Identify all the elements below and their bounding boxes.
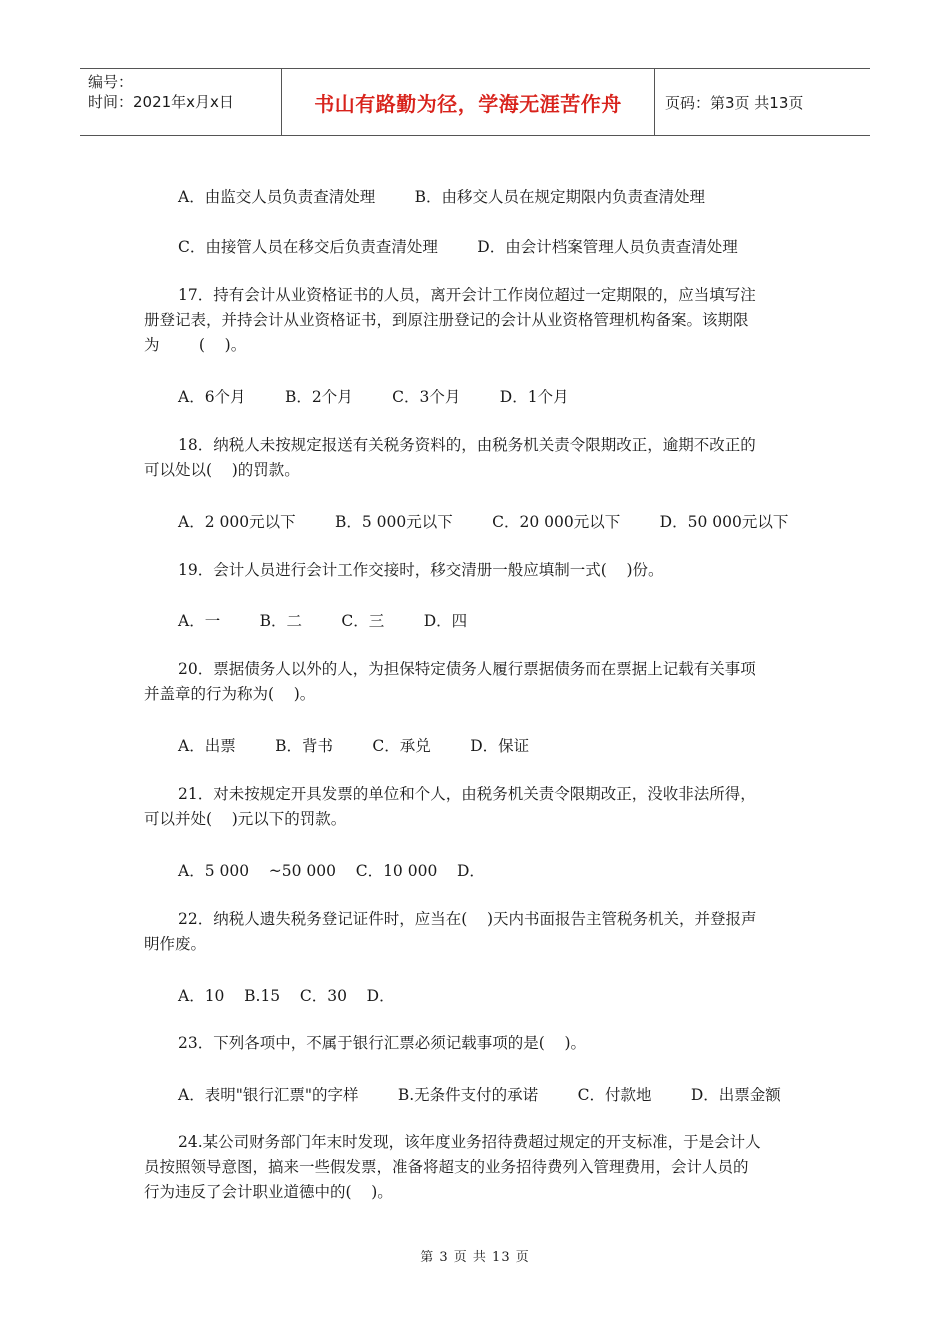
question-line: 19．会计人员进行会计工作交接时，移交清册一般应填制一式( )份。 — [178, 561, 664, 579]
header-motto: 书山有路勤为径，学海无涯苦作舟 — [282, 69, 655, 135]
question-24 — [144, 1130, 806, 1205]
page-footer: 第 3 页 共 13 页 — [420, 1250, 530, 1265]
question-19 — [144, 558, 806, 583]
question-line: 20．票据债务人以外的人，为担保特定债务人履行票据债务而在票据上记载有关事项 — [178, 660, 756, 678]
option-line: C．由接管人员在移交后负责查清处理 D．由会计档案管理人员负责查清处理 — [178, 238, 738, 256]
question-line: 并盖章的行为称为( )。 — [144, 685, 316, 703]
option-line: A．由监交人员负责查清处理 B．由移交人员在规定期限内负责查清处理 — [178, 188, 706, 206]
option-line: A．表明"银行汇票"的字样 B.无条件支付的承诺 C．付款地 D．出票金额 — [178, 1086, 781, 1104]
question-23 — [144, 1031, 806, 1056]
question-17 — [144, 283, 806, 358]
header-page-label: 页码：第3页 共13页 — [665, 93, 804, 112]
question-line: 明作废。 — [144, 935, 207, 953]
question-line: 17．持有会计从业资格证书的人员，离开会计工作岗位超过一定期限的，应当填写注 — [178, 286, 756, 304]
question-18 — [144, 433, 806, 483]
option-line: A．6个月 B．2个月 C．3个月 D．1个月 — [178, 388, 569, 406]
question-22 — [144, 907, 806, 957]
question-line: 为 ( )。 — [144, 336, 247, 354]
option-line: A．出票 B．背书 C．承兑 D．保证 — [178, 737, 530, 755]
page-header — [80, 68, 870, 136]
question-line: 24.某公司财务部门年末时发现，该年度业务招待费超过规定的开支标准，于是会计人 — [178, 1133, 761, 1151]
question-line: 行为违反了会计职业道德中的( )。 — [144, 1183, 393, 1201]
option-line: A．2 000元以下 B．5 000元以下 C．20 000元以下 D．50 000元以下 — [178, 513, 789, 531]
question-line: 可以处以( )的罚款。 — [144, 461, 300, 479]
header-meta — [80, 69, 282, 135]
option-line: A．10 B.15 C．30 D． — [178, 987, 395, 1005]
question-line: 22．纳税人遗失税务登记证件时，应当在( )天内书面报告主管税务机关，并登报声 — [178, 910, 757, 928]
document-number-label: 编号： — [88, 73, 134, 91]
question-line: 23．下列各项中，不属于银行汇票必须记载事项的是( )。 — [178, 1034, 587, 1052]
document-time-label: 时间：2021年x月x日 — [88, 93, 234, 111]
option-line: A．一 B．二 C．三 D．四 — [178, 612, 468, 630]
question-21 — [144, 782, 806, 832]
question-line: 员按照领导意图，搞来一些假发票，准备将超支的业务招待费列入管理费用，会计人员的 — [144, 1158, 749, 1176]
question-line: 可以并处( )元以下的罚款。 — [144, 810, 347, 828]
question-20 — [144, 657, 806, 707]
option-line: A．5 000 ~50 000 C．10 000 D． — [178, 862, 485, 880]
question-line: 册登记表，并持会计从业资格证书，到原注册登记的会计从业资格管理机构备案。该期限 — [144, 311, 749, 329]
question-line: 21．对未按规定开具发票的单位和个人，由税务机关责令限期改正，没收非法所得， — [178, 785, 756, 803]
question-line: 18．纳税人未按规定报送有关税务资料的，由税务机关责令限期改正，逾期不改正的 — [178, 436, 756, 454]
